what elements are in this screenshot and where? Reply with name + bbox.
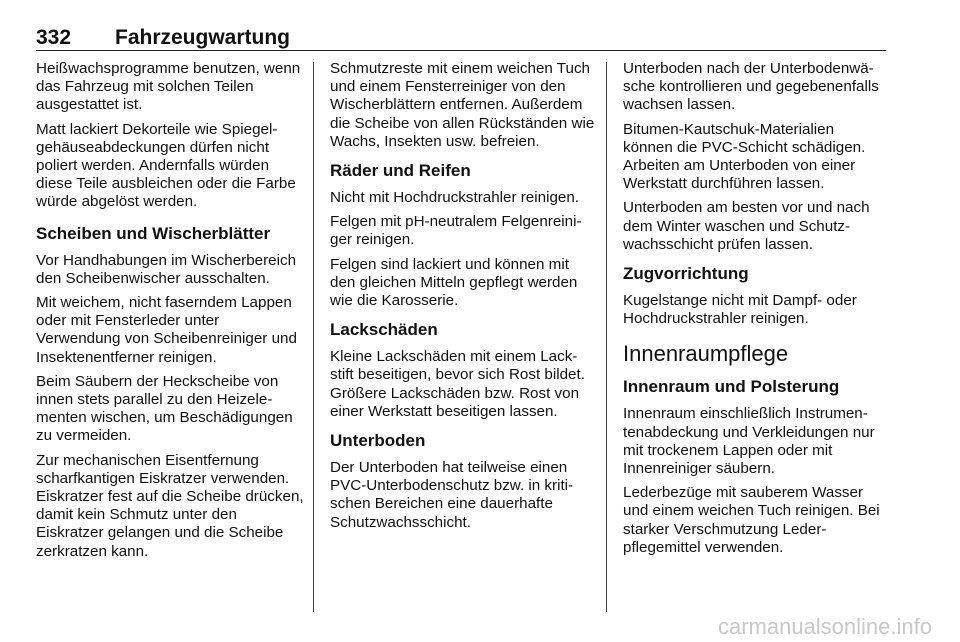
- paragraph: Beim Säubern der Heckscheibe von innen stets parallel zu den Heizelementen wischen, um Beschädigungen zu vermeiden.: [36, 372, 293, 445]
- paragraph: Lederbezüge mit sauberem Wasser und einem weichen Tuch reinigen. Bei starker Verschmutzung Lederpflegemittel verwenden.: [623, 484, 880, 556]
- paragraph: Innenraum einschließlich Instrumentenabdeckung und Verkleidungen nur mit trockenem Lappen oder mit Innenreiniger säubern.: [623, 405, 875, 478]
- paragraph: Schmutzreste mit einem weichen Tuch und einem Fensterreiniger von den Wischerblättern entfernen. Außerdem die Scheibe von allen Rückständen wie Wachs, Insekten usw. befreien.: [330, 60, 595, 150]
- page-number: 332: [36, 26, 72, 49]
- heading-raeder: Räder und Reifen: [330, 161, 471, 181]
- heading-unterboden: Unterboden: [330, 431, 426, 451]
- paragraph: Der Unterboden hat teilweise einen PVC-Unterbodenschutz bzw. in kritischen Bereichen eine dauerhafte Schutzwachsschicht.: [330, 459, 574, 531]
- heading-lackschaeden: Lackschäden: [330, 320, 438, 340]
- paragraph: Felgen sind lackiert und können mit den gleichen Mitteln gepflegt werden wie die Karosserie.: [330, 255, 578, 310]
- paragraph: Kugelstange nicht mit Dampf- oder Hochdruckstrahler reinigen.: [623, 292, 857, 328]
- column-divider-1: [313, 62, 314, 612]
- section-title: Fahrzeugwartung: [115, 26, 291, 49]
- paragraph: Vor Handhabungen im Wischerbereich den Scheibenwischer ausschalten.: [36, 251, 297, 287]
- paragraph: Unterboden am besten vor und nach dem Winter waschen und Schutzwachsschicht prüfen lassen.: [623, 199, 870, 253]
- column-3: [623, 60, 888, 563]
- paragraph: Heißwachsprogramme benutzen, wenn das Fahrzeug mit solchen Teilen ausgestattet ist.: [36, 60, 301, 114]
- watermark: carmanualsonline.info: [717, 614, 932, 639]
- paragraph: Felgen mit pH-neutralem Felgenreiniger reinigen.: [330, 213, 582, 249]
- paragraph: Unterboden nach der Unterbodenwäsche kontrollieren und gegebenenfalls wachsen lassen.: [623, 60, 879, 114]
- paragraph: Nicht mit Hochdruckstrahler reinigen.: [330, 189, 579, 207]
- paragraph: Mit weichem, nicht faserndem Lappen oder mit Fensterleder unter Verwendung von Scheibenreiniger und Insektenentferner reinigen.: [36, 294, 297, 366]
- page-header: [36, 28, 886, 51]
- heading-innenraumpflege: Innenraumpflege: [623, 341, 789, 367]
- column-divider-2: [606, 62, 607, 612]
- heading-polsterung: Innenraum und Polsterung: [623, 377, 840, 397]
- paragraph: Zur mechanischen Eisentfernung scharfkantigen Eiskratzer verwenden. Eiskratzer fest auf die Scheibe drücken, damit kein Schmutz unter den Eiskratzer gelangen und die Scheibe zerkratzen kann.: [36, 451, 304, 560]
- paragraph: Matt lackiert Dekorteile wie Spiegelgehäuseabdeckungen dürfen nicht poliert werden. Andernfalls würden diese Teile ausbleichen oder die Farbe würde abgelöst werden.: [36, 120, 296, 211]
- column-2: [330, 60, 595, 538]
- column-1: [36, 60, 306, 567]
- paragraph: Kleine Lackschäden mit einem Lackstift beseitigen, bevor sich Rost bildet. Größere Lackschäden bzw. Rost von einer Werkstatt beseitigen lassen.: [330, 348, 585, 420]
- heading-zugvorrichtung: Zugvorrichtung: [623, 264, 749, 284]
- heading-scheiben: Scheiben und Wischerblätter: [36, 223, 271, 243]
- paragraph: Bitumen-Kautschuk-Materialien können die PVC-Schicht schädigen. Arbeiten am Unterboden von einer Werkstatt durchführen lassen.: [623, 120, 866, 193]
